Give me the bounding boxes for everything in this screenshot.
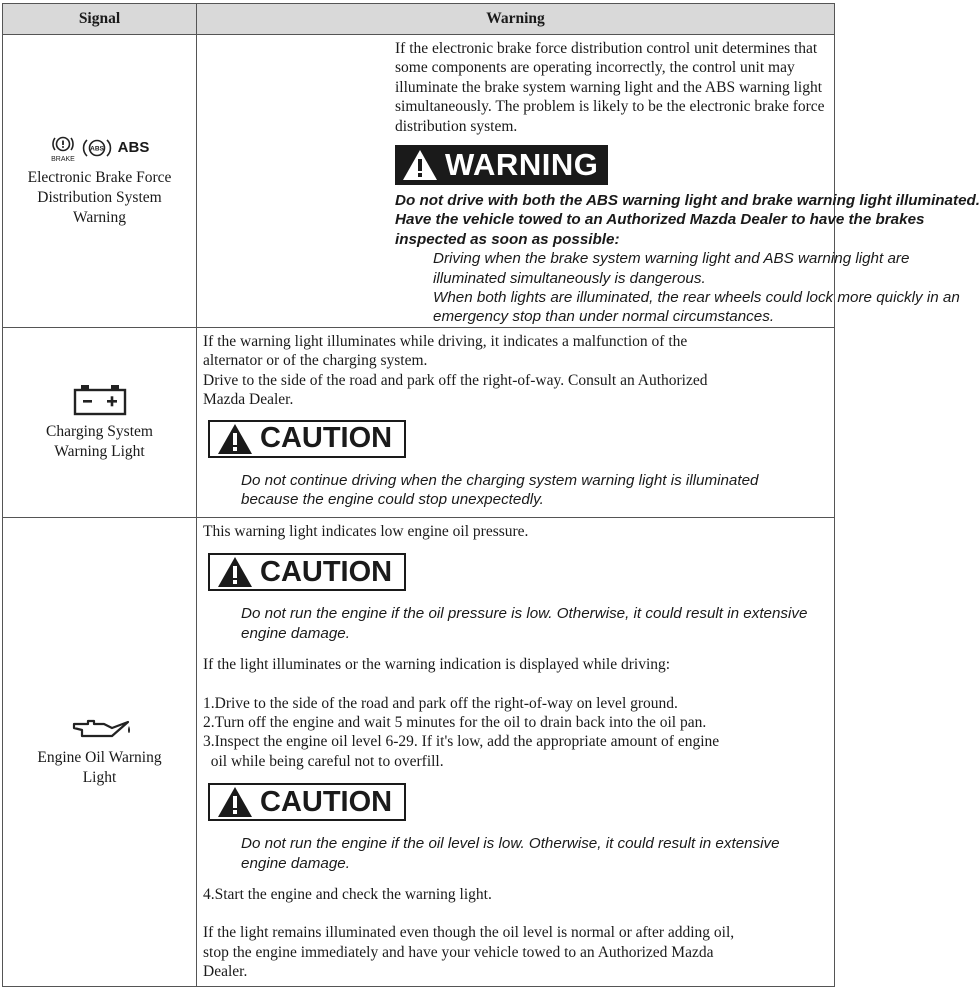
italic-line: Do not run the engine if the oil pressure is low. Otherwise, it could result in extensive — [241, 605, 808, 623]
brake-icon — [50, 134, 76, 162]
oil-final-line: stop the engine immediately and have your vehicle towed to an Authorized Mazda — [203, 943, 714, 961]
caution-banner-label: CAUTION — [260, 555, 393, 588]
signal-cell-oil — [3, 517, 197, 986]
italic-line: Driving when the brake system warning light and ABS warning light are — [433, 250, 910, 268]
signal-label-line: Engine Oil Warning — [37, 748, 162, 766]
italic-line: Do not run the engine if the oil level is low. Otherwise, it could result in extensive — [241, 835, 780, 853]
signal-cell-charging — [3, 327, 197, 517]
ebd-intro: If the electronic brake force distribution control unit determines that some components are operating incorrectly, the control unit may illuminate the brake system warning light and the ABS warning light simultaneously. The problem is likely to be the electronic brake force distribution system. — [395, 40, 825, 135]
signal-label-line: Charging System — [46, 423, 153, 441]
abs-circle-icon — [82, 137, 112, 159]
caution-banner-label: CAUTION — [260, 422, 393, 454]
abs-circle-icon-text: ABS — [89, 145, 104, 153]
italic-line: engine damage. — [241, 854, 350, 872]
abs-label: ABS — [117, 138, 150, 156]
oil-step: 4.Start the engine and check the warning light. — [203, 885, 492, 903]
battery-icon — [72, 382, 128, 416]
oil-step: 3.Inspect the engine oil level 6-29. If it's low, add the appropriate amount of engine — [203, 733, 720, 751]
warning-cell-charging — [197, 327, 835, 517]
warning-cell-ebd — [197, 35, 980, 328]
warning-triangle-icon — [216, 785, 254, 819]
charging-intro-line: alternator or of the charging system. — [203, 352, 428, 370]
italic-line: Do not continue driving when the charging system warning light is illuminated — [241, 471, 759, 489]
italic-line: When both lights are illuminated, the rear wheels could lock more quickly in an — [433, 289, 960, 307]
warning-lights-table — [2, 3, 980, 987]
signal-label-line: Light — [82, 768, 117, 786]
italic-line: illuminated simultaneously is dangerous. — [433, 269, 706, 287]
oil-step: 1.Drive to the side of the road and park off the right-of-way on level ground. — [203, 694, 678, 712]
warning-triangle-icon — [401, 148, 439, 182]
warning-triangle-icon — [216, 555, 254, 589]
charging-intro-line: Drive to the side of the road and park off the right-of-way. Consult an Authorized — [203, 371, 708, 389]
warning-banner — [395, 145, 608, 185]
oil-intro: This warning light indicates low engine oil pressure. — [203, 522, 529, 540]
oil-final-line: If the light remains illuminated even though the oil level is normal or after adding oil, — [203, 924, 735, 942]
charging-intro-line: Mazda Dealer. — [203, 391, 294, 409]
italic-line: because the engine could stop unexpectedly. — [241, 490, 544, 508]
caution-banner-label: CAUTION — [260, 785, 393, 818]
warning-banner-label: WARNING — [445, 147, 599, 183]
oil-mid-text: If the light illuminates or the warning indication is displayed while driving: — [203, 656, 671, 674]
oil-can-icon — [68, 716, 132, 742]
oil-step: oil while being careful not to overfill. — [203, 752, 444, 770]
bold-warning-line: Have the vehicle towed to an Authorized Mazda Dealer to have the brakes — [395, 211, 925, 229]
caution-banner — [208, 783, 406, 821]
signal-cell-ebd — [3, 35, 197, 328]
table-row — [3, 35, 835, 328]
charging-intro-line: If the warning light illuminates while driving, it indicates a malfunction of the — [203, 332, 688, 350]
oil-final-line: Dealer. — [203, 963, 248, 981]
table-header-row — [3, 4, 835, 35]
warning-cell-oil — [197, 517, 835, 986]
warning-column-header: Warning — [197, 4, 835, 35]
signal-label-line: Distribution System — [37, 188, 162, 206]
bold-warning-line: Do not drive with both the ABS warning light and brake warning light illuminated. — [395, 192, 980, 210]
table-row — [3, 327, 835, 517]
signal-label-line: Warning — [73, 208, 126, 226]
warning-triangle-icon — [216, 422, 254, 456]
caution-banner — [208, 420, 406, 458]
table-row — [3, 517, 835, 986]
signal-label-line: Electronic Brake Force — [27, 168, 172, 186]
italic-line: engine damage. — [241, 624, 350, 642]
italic-line: emergency stop than under normal circumstances. — [433, 308, 775, 326]
oil-step: 2.Turn off the engine and wait 5 minutes for the oil to drain back into the oil pan. — [203, 713, 707, 731]
signal-label-line: Warning Light — [54, 443, 145, 461]
bold-warning-line: inspected as soon as possible: — [395, 230, 620, 248]
ebd-icons — [3, 134, 196, 162]
signal-column-header: Signal — [3, 4, 197, 35]
caution-banner — [208, 553, 406, 591]
brake-icon-text: BRAKE — [50, 155, 75, 163]
